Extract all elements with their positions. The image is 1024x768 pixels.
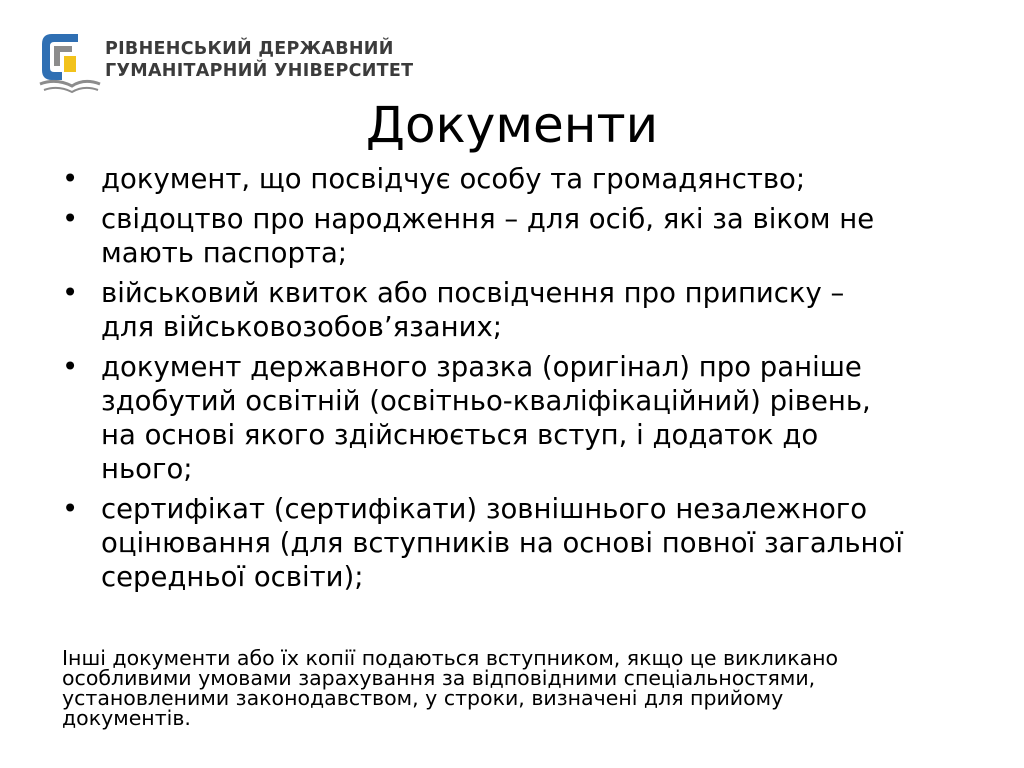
list-item-line: оцінювання (для вступників на основі повної загальної — [101, 527, 903, 559]
list-item — [62, 350, 982, 486]
university-name-line1: РІВНЕНСЬКИЙ ДЕРЖАВНИЙ — [105, 39, 394, 59]
university-logo — [38, 30, 414, 98]
list-item-line: мають паспорта; — [101, 237, 348, 269]
bullet-marker: • — [62, 163, 79, 195]
bullet-marker: • — [62, 493, 79, 525]
list-item — [62, 162, 982, 196]
list-item-line: документ, що посвідчує особу та громадянство; — [101, 163, 806, 195]
list-item-line: сертифікат (сертифікати) зовнішнього незалежного — [101, 493, 868, 525]
university-name-line2: ГУМАНІТАРНИЙ УНІВЕРСИТЕТ — [105, 61, 414, 81]
list-item — [62, 202, 982, 270]
footnote — [62, 648, 1000, 728]
list-item-line: середньої освіти); — [101, 561, 364, 593]
list-item-line: документ державного зразка (оригінал) про раніше — [101, 351, 862, 383]
university-name — [105, 38, 413, 82]
list-item-line: свідоцтво про народження – для осіб, які за віком не — [101, 203, 875, 235]
list-item-line: нього; — [101, 453, 193, 485]
list-item-line: військовий квиток або посвідчення про приписку – — [101, 277, 845, 309]
university-emblem-icon — [38, 30, 102, 96]
list-item — [62, 492, 982, 594]
document-list — [62, 162, 982, 600]
list-item-line: для військовозобов’язаних; — [101, 311, 502, 343]
bullet-marker: • — [62, 277, 79, 309]
footnote-line: особливими умовами зарахування за відповідними спеціальностями, — [62, 666, 816, 690]
bullet-marker: • — [62, 351, 79, 383]
list-item — [62, 276, 982, 344]
bullet-marker: • — [62, 203, 79, 235]
footnote-line: Інші документи або їх копії подаються вступником, якщо це викликано — [62, 646, 839, 670]
list-item-line: на основі якого здійснюється вступ, і додаток до — [101, 419, 819, 451]
slide-title: Документи — [365, 96, 659, 154]
footnote-line: документів. — [62, 706, 191, 730]
list-item-line: здобутий освітній (освітньо-кваліфікаційний) рівень, — [101, 385, 871, 417]
footnote-line: установленими законодавством, у строки, визначені для прийому — [62, 686, 784, 710]
